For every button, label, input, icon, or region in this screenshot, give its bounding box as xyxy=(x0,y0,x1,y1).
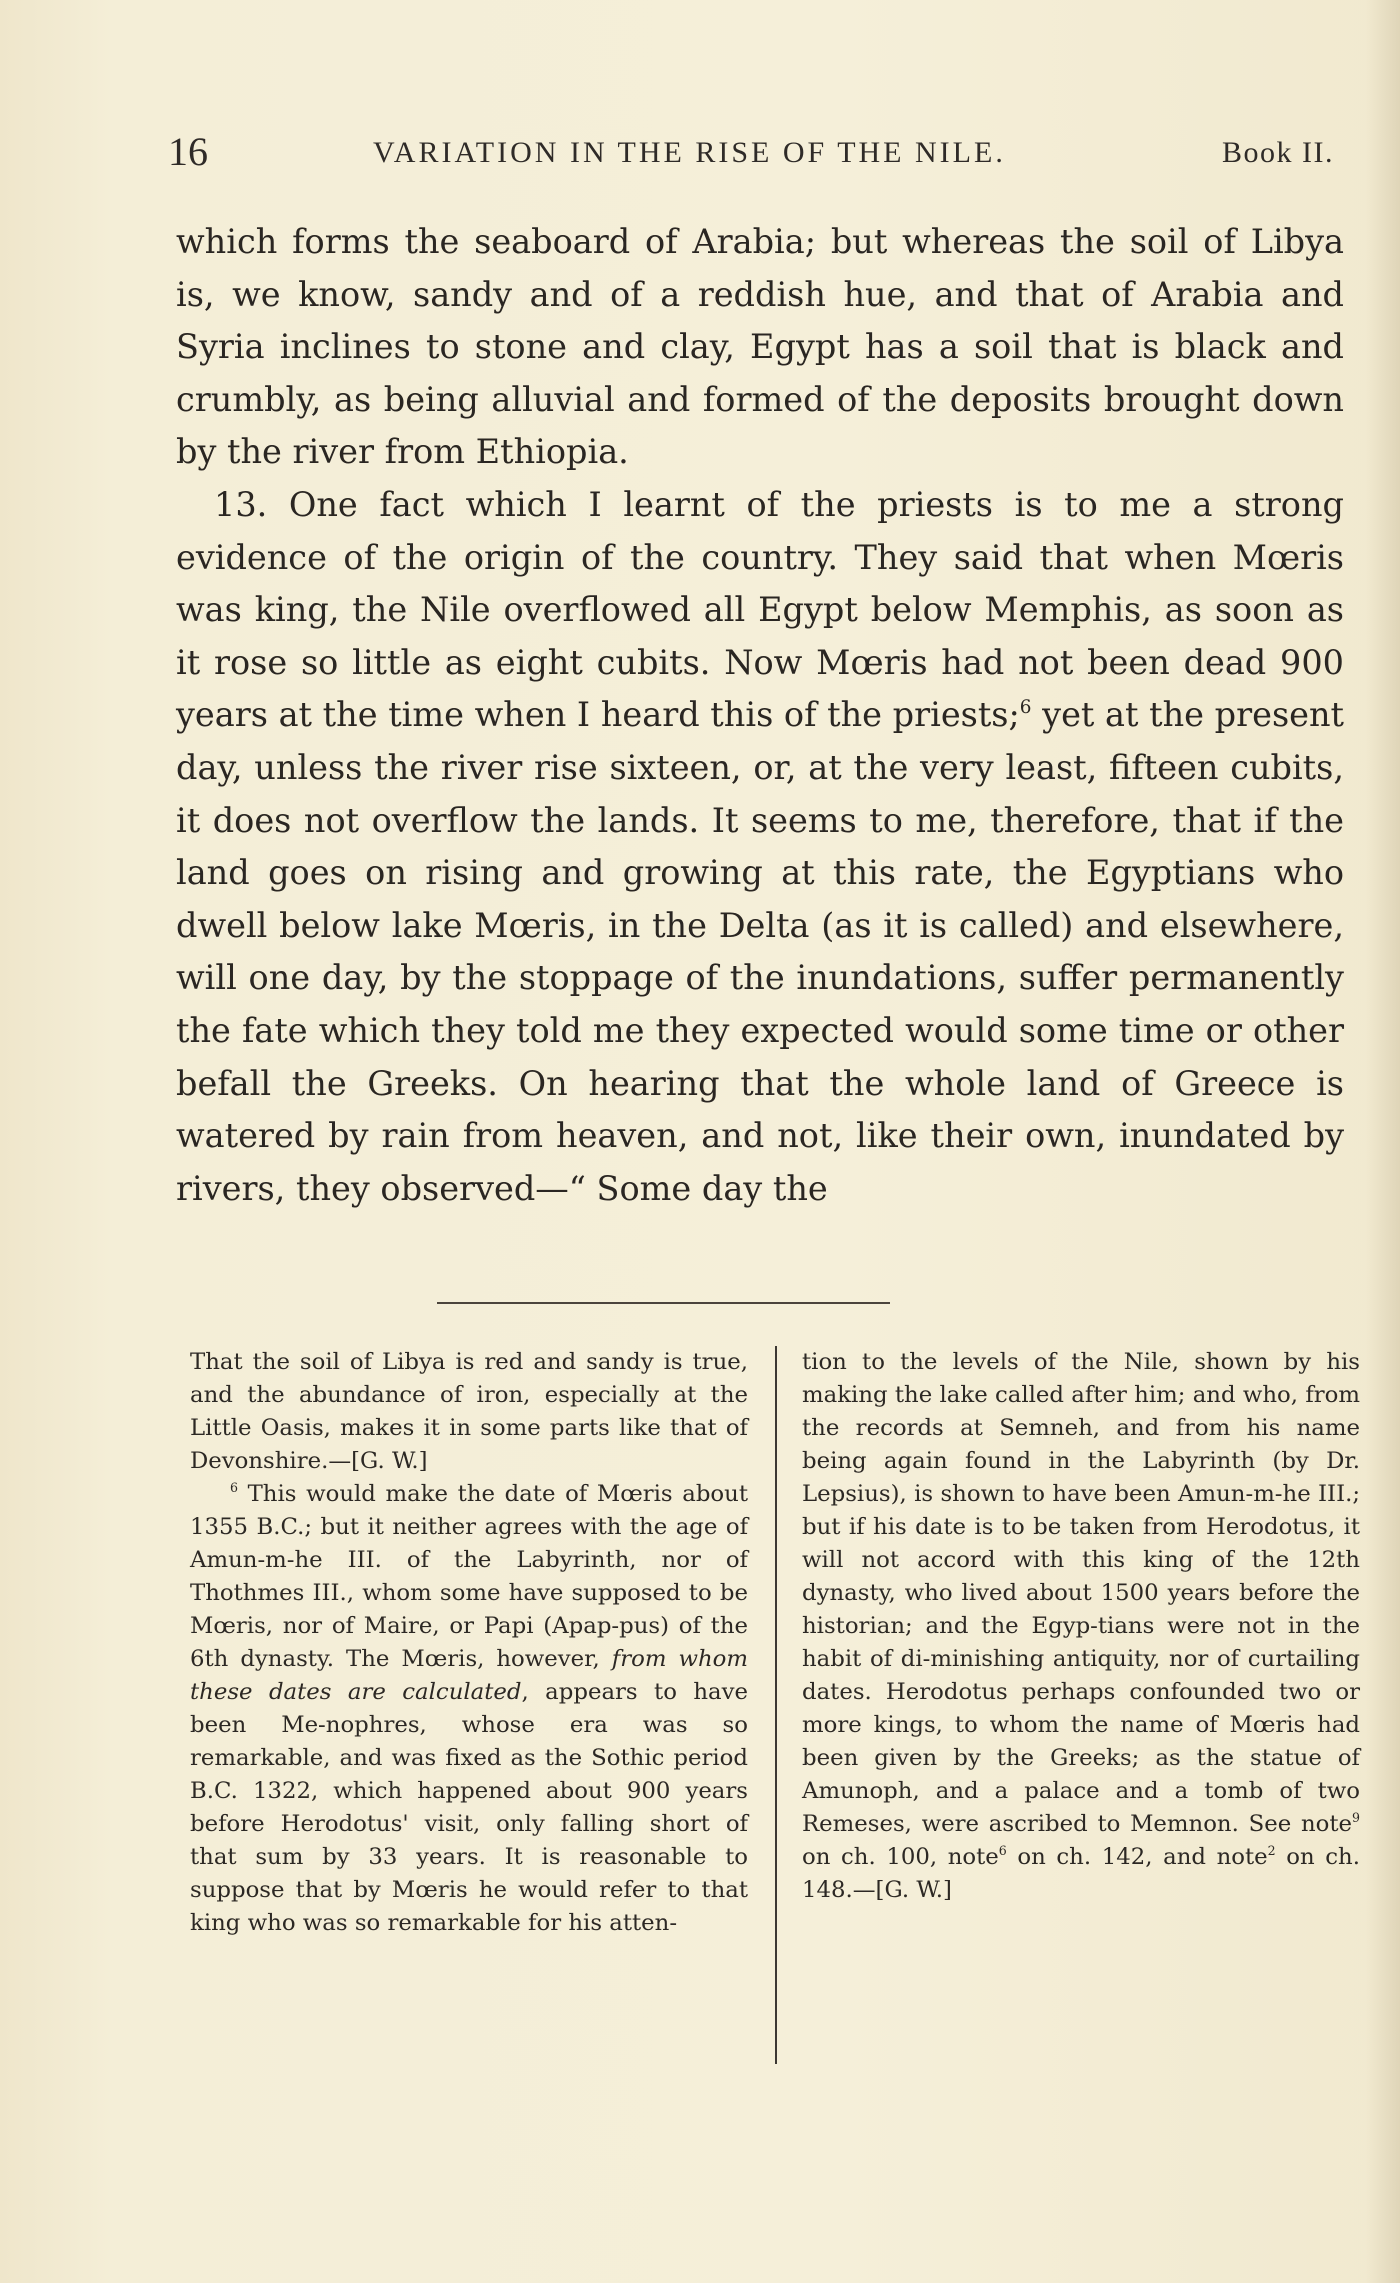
footnote-right-text-a: tion to the levels of the Nile, shown by his making the lake called after him; and who, from the records at Semneh, and from his name being again found in the Labyrinth (by Dr. Lepsius), is shown to have been Amun-m-he III.; but if his date is to be taken from Herodotus, it will not accord with this king of the 12th dynasty, who lived about 1500 years before the historian; and the Egyp-tians were not in the habit of di-minishing antiquity, nor of curtailing dates. Herodotus perhaps confounded two or more kings, to whom the name of Mœris had been given by the Greeks; as the statue of Amunoph, and a palace and a tomb of two Remeses, were ascribed to Memnon. See note xyxy=(802,1349,1360,1837)
paragraph-2-part-b: yet at the present day, unless the river rise sixteen, or, at the very least, fifteen cubits, it does not overflow the lands. It seems to me, therefore, that if the land goes on rising and growing at this rate, the Egyptians who dwell below lake Mœris, in the Delta (as it is called) and elsewhere, will one day, by the stoppage of the inundations, suffer permanently the fate which they told me they expected would some time or other befall the Greeks. On hearing that the whole land of Greece is watered by rain from heaven, and not, like their own, inundated by rivers, they observed—“ Some day the xyxy=(176,695,1344,1208)
page-number: 16 xyxy=(168,129,208,174)
book-label: Book II. xyxy=(1222,136,1334,169)
footnote-right-text-c: on ch. 142, and note xyxy=(1006,1844,1268,1870)
running-title: VARIATION IN THE RISE OF THE NILE. xyxy=(373,136,1006,169)
running-head xyxy=(168,128,1344,178)
footnote-6-bc-2: B.C. xyxy=(190,1778,238,1804)
footnote-right-sup-9: 9 xyxy=(1352,1810,1360,1826)
footnote-6-text-a: This would make the date of Mœris about 1355 xyxy=(190,1481,748,1540)
page-edge-shadow xyxy=(1366,0,1400,2283)
footnote-6-italic: from whom these dates are calculated xyxy=(190,1646,748,1705)
footnote-right-text-d: on ch. 148.—[G. W.] xyxy=(802,1844,1360,1903)
footnote-right-sup-6: 6 xyxy=(998,1843,1007,1859)
footnote-rule xyxy=(437,1302,890,1304)
footnote-6-text-d: 1322, which happened about 900 years before Herodotus' visit, only falling short of that sum by 33 years. It is reasonable to suppose that by Mœris he would refer to that king who was so remarkable for his atten- xyxy=(190,1778,748,1936)
footnote-column-left xyxy=(190,1346,748,1940)
footnote-6-continued xyxy=(802,1346,1360,1907)
footnote-6-bc-1: B.C. xyxy=(256,1514,305,1540)
footnote-6-marker: 6 xyxy=(230,1480,238,1496)
footnote-column-right xyxy=(802,1346,1360,1907)
footnote-ref-6: 6 xyxy=(1019,697,1032,719)
main-text xyxy=(176,216,1344,1215)
footnote-continuation: That the soil of Libya is red and sandy is true, and the abundance of iron, especially at the Little Oasis, makes it in some parts like that of Devonshire.—[G. W.] xyxy=(190,1349,748,1474)
paragraph-2-part-a: 13. One fact which I learnt of the priests is to me a strong evidence of the origin of the country. They said that when Mœris was king, the Nile overflowed all Egypt below Memphis, as soon as it rose so little as eight cubits. Now Mœris had not been dead 900 years at the time when I heard this of the priests; xyxy=(176,484,1344,735)
footnote-6 xyxy=(190,1478,748,1940)
footnote-right-text-b: on ch. 100, note xyxy=(802,1844,999,1870)
paragraph-1: which forms the seaboard of Arabia; but whereas the soil of Libya is, we know, sandy and of a reddish hue, and that of Arabia and Syria inclines to stone and clay, Egypt has a soil that is black and crumbly, as being alluvial and formed of the deposits brought down by the river from Ethiopia. xyxy=(176,222,1344,472)
footnote-column-divider xyxy=(775,1346,777,2064)
footnote-6-text-c: , appears to have been Me-nophres, whose era was so remarkable, and was fixed as the Sothic period xyxy=(190,1679,748,1771)
paragraph-2 xyxy=(176,479,1344,1215)
footnote-right-sup-2: 2 xyxy=(1267,1843,1276,1859)
footnote-6-text-b: ; but it neither agrees with the age of Amun-m-he III. of the Labyrinth, nor of Thothmes III., whom some have supposed to be Mœris, nor of Maire, or Papi (Apap-pus) of the 6th dynasty. The Mœris, however, xyxy=(190,1514,749,1672)
